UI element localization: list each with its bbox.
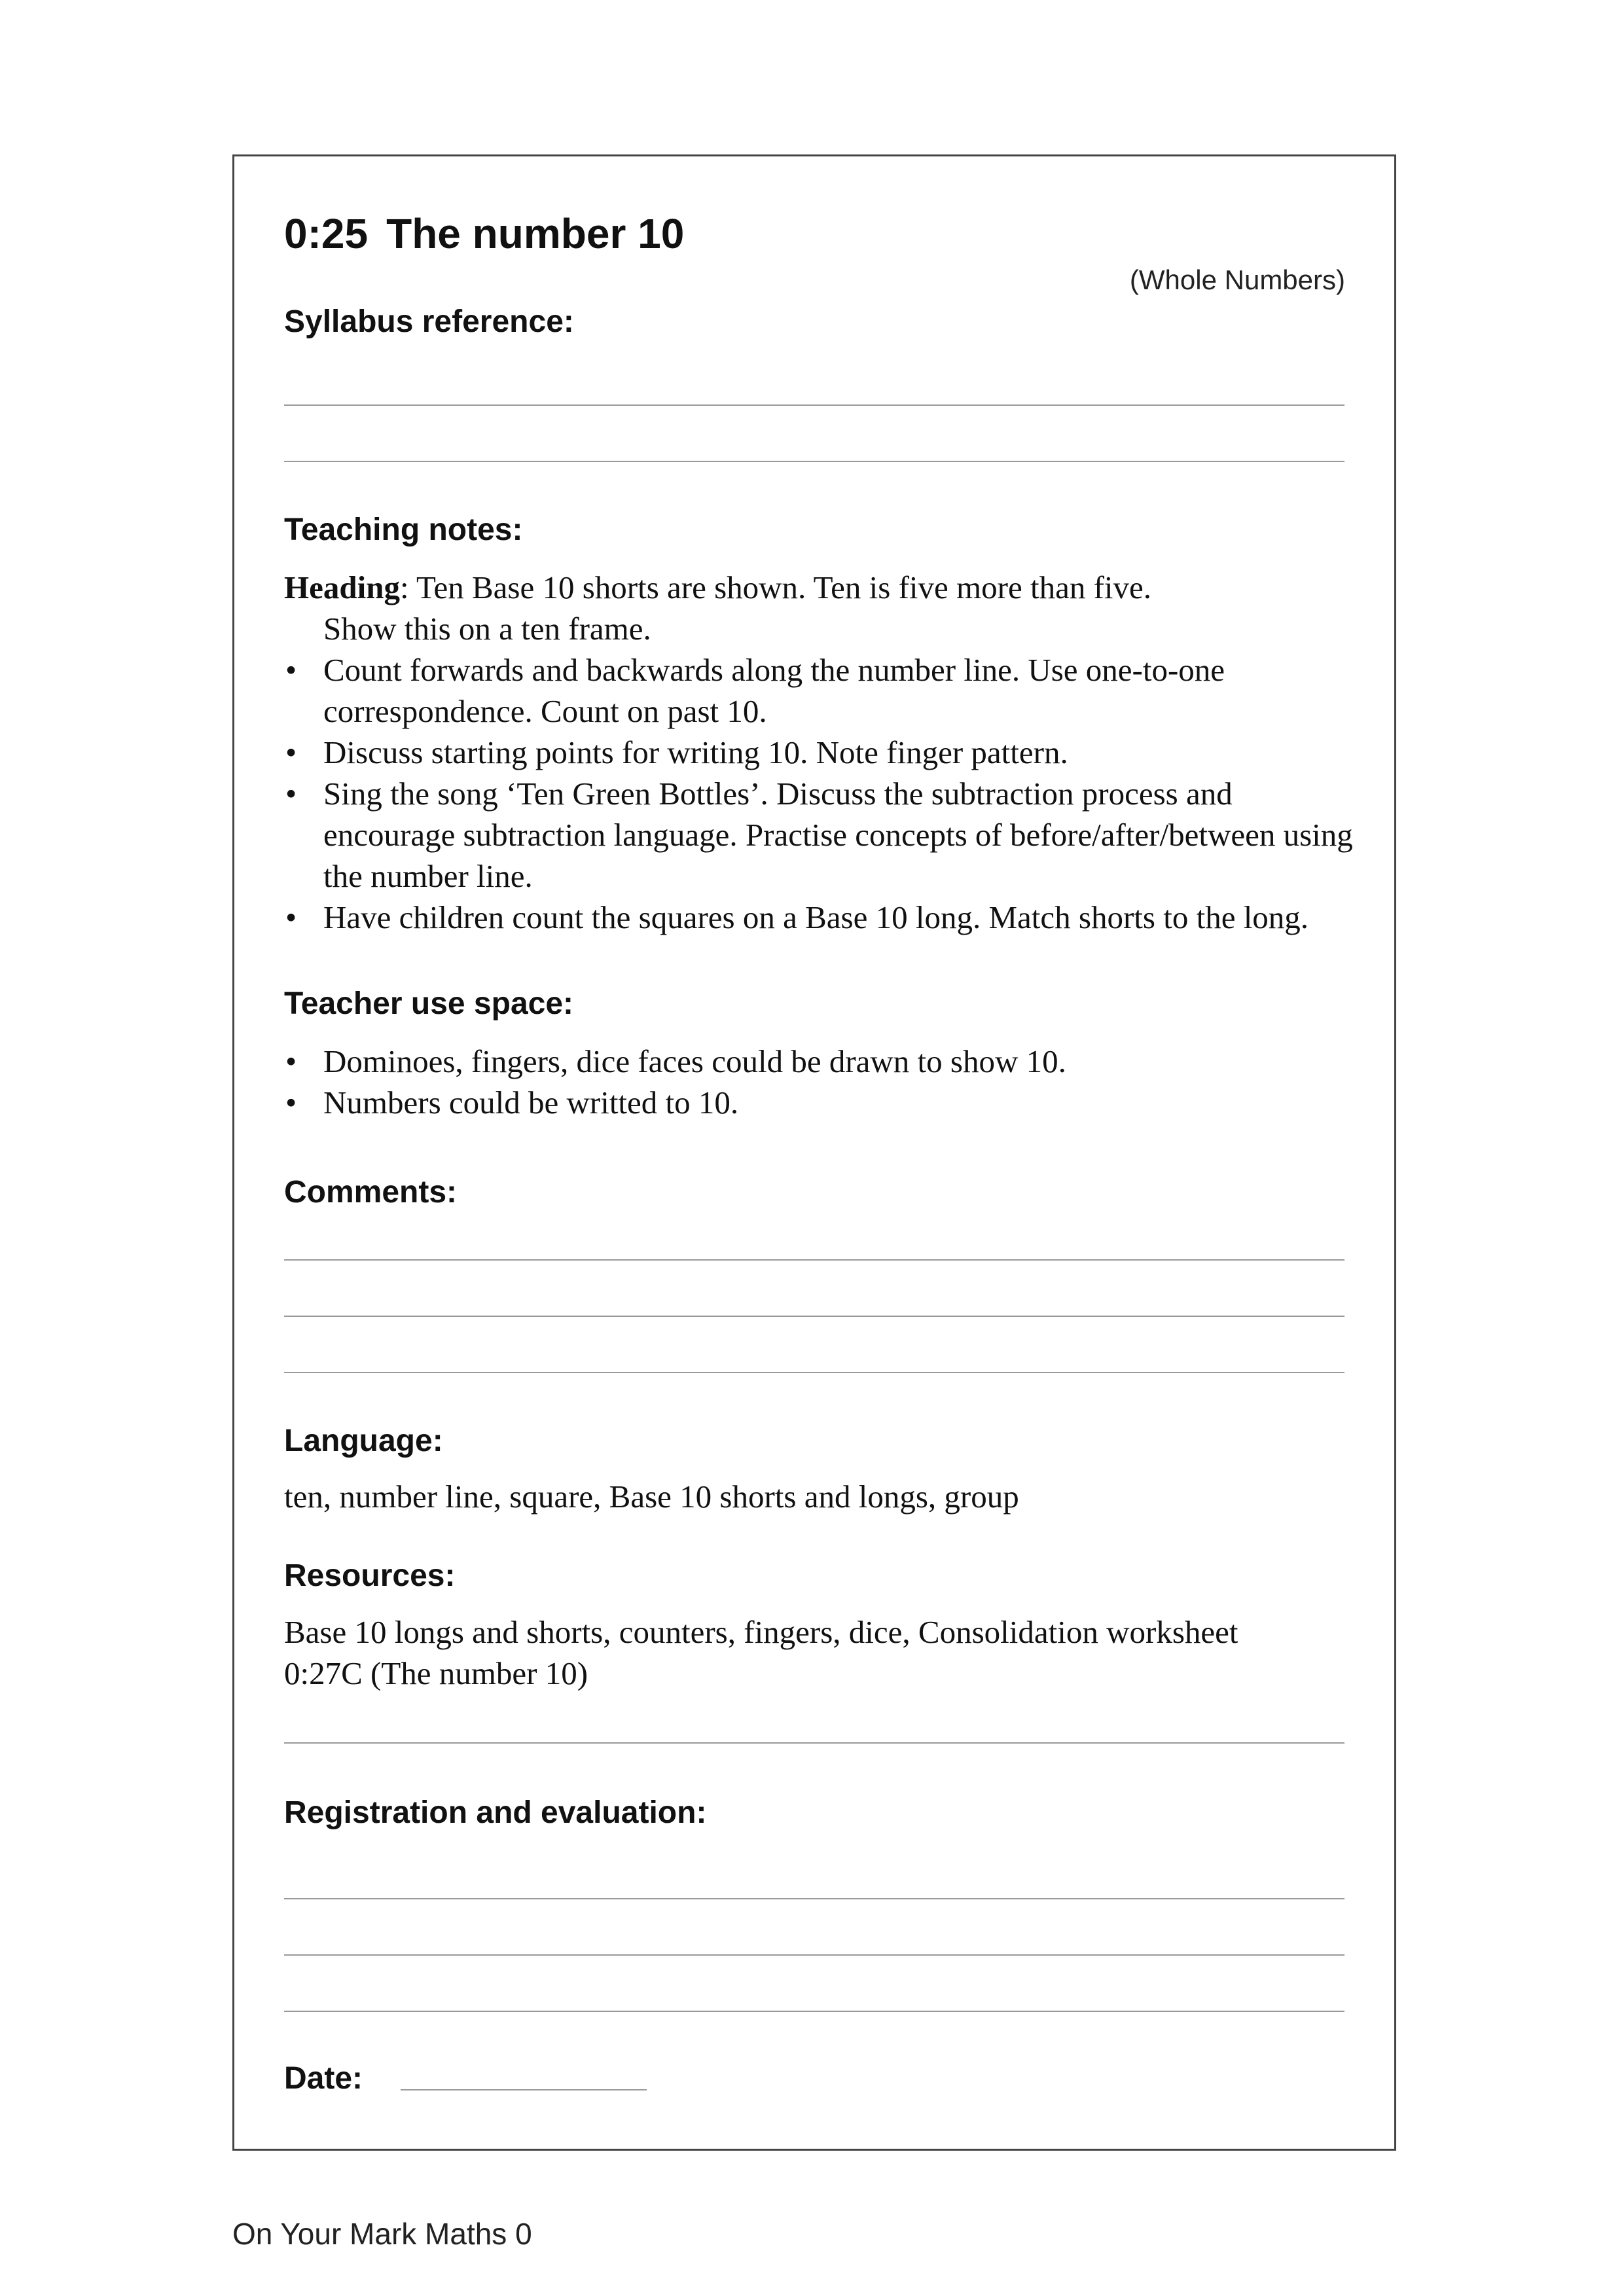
comments-heading: Comments: — [284, 1175, 458, 1210]
resources-body — [284, 1611, 1358, 1694]
lesson-card-frame — [232, 154, 1396, 2151]
list-item-text: Have children count the squares on a Base 10 long. Match shorts to the long. — [323, 899, 1309, 935]
list-item: • Count forwards and backwards along the number line. Use one-to-one correspondence. Count on past 10. — [285, 652, 1225, 729]
list-item: • Have children count the squares on a Base 10 long. Match shorts to the long. — [285, 899, 1309, 935]
comments-line-1 — [284, 1259, 1344, 1261]
registration-line-2 — [284, 1954, 1344, 1956]
syllabus-line-1 — [284, 404, 1344, 406]
resources-line — [284, 1742, 1344, 1744]
date-field-line — [401, 2089, 647, 2090]
syllabus-heading: Syllabus reference: — [284, 304, 574, 339]
teaching-notes-heading: Teaching notes: — [284, 512, 523, 547]
resources-heading: Resources: — [284, 1558, 456, 1593]
comments-line-2 — [284, 1316, 1344, 1317]
resources-line-1: Base 10 longs and shorts, counters, fingers, dice, Consolidation worksheet — [284, 1614, 1238, 1650]
registration-line-1 — [284, 1898, 1344, 1899]
registration-line-3 — [284, 2011, 1344, 2012]
lesson-title — [284, 209, 684, 258]
list-item: • Numbers could be writted to 10. — [285, 1085, 739, 1121]
list-item: • Sing the song ‘Ten Green Bottles’. Discuss the subtraction process and encourage subtraction language. Practise concepts of before/after/between using the number line. — [285, 776, 1353, 894]
teacher-use-list — [284, 1041, 1358, 1123]
list-item-text: Dominoes, fingers, dice faces could be drawn to show 10. — [323, 1043, 1066, 1079]
teaching-notes-intro — [284, 567, 1358, 649]
list-item-text: Numbers could be writted to 10. — [323, 1085, 739, 1121]
intro-bold-label: Heading — [284, 569, 400, 605]
list-item-text: Count forwards and backwards along the number line. Use one-to-one correspondence. Count on past 10. — [323, 652, 1225, 729]
lesson-title-text: The number 10 — [386, 210, 685, 257]
page-footer: On Your Mark Maths 0 — [232, 2217, 532, 2251]
date-label: Date: — [284, 2061, 363, 2096]
list-item-text: Discuss starting points for writing 10. Note finger pattern. — [323, 734, 1068, 770]
teacher-use-heading: Teacher use space: — [284, 986, 574, 1021]
registration-heading: Registration and evaluation: — [284, 1795, 707, 1830]
language-heading: Language: — [284, 1424, 443, 1458]
teacher-use-body — [284, 1041, 1358, 1123]
list-item-text: Sing the song ‘Ten Green Bottles’. Discuss the subtraction process and encourage subtraction language. Practise concepts of before/after/between using the number line. — [323, 776, 1353, 894]
teaching-notes-body — [284, 567, 1358, 938]
intro-text: : Ten Base 10 shorts are shown. Ten is five more than five. — [399, 569, 1152, 605]
lesson-number: 0:25 — [284, 210, 369, 257]
syllabus-line-2 — [284, 461, 1344, 462]
language-text: ten, number line, square, Base 10 shorts and longs, group — [284, 1479, 1019, 1515]
teaching-notes-list — [284, 649, 1358, 938]
list-item: • Discuss starting points for writing 10. Note finger pattern. — [285, 734, 1068, 770]
lesson-category: (Whole Numbers) — [1129, 264, 1345, 295]
intro-continuation: Show this on a ten frame. — [323, 611, 651, 647]
resources-line-2: 0:27C (The number 10) — [284, 1655, 588, 1691]
comments-line-3 — [284, 1372, 1344, 1373]
list-item: • Dominoes, fingers, dice faces could be drawn to show 10. — [285, 1043, 1066, 1079]
